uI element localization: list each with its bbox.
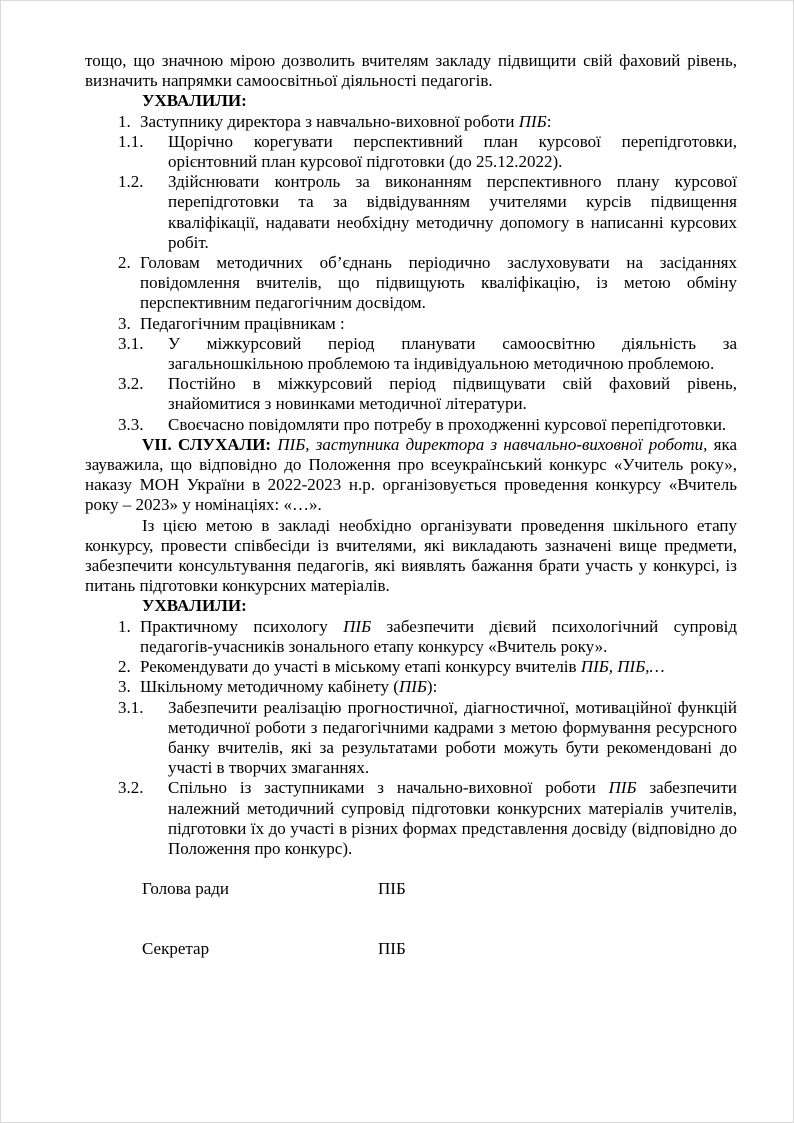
item-number: 1.2.: [118, 172, 144, 192]
list-item-3b: [118, 677, 737, 697]
pib-placeholder: ПІБ: [608, 778, 637, 798]
list-item-3-3: [118, 414, 737, 435]
pib-placeholder: ПІБ: [518, 111, 547, 131]
item-text: Забезпечити реалізацію прогностичної, діагностичної, мотиваційної функцій методичної роботи з педагогічними кадрами з метою формування ресурсного банку вчителів, які за результатами роботи можуть бути рекомендовані до участі в творчих змаганнях.: [168, 697, 737, 778]
item-text: ):: [426, 677, 438, 697]
item-number: 3.3.: [118, 414, 144, 434]
item-text: У міжкурсовий період планувати самоосвітню діяльність за загальношкільною проблемою та індивідуальною методичною проблемою.: [168, 333, 737, 374]
pib-placeholder: ПІБ: [398, 677, 427, 697]
item-number: 2.: [118, 253, 131, 273]
item-text: Щорічно корегувати перспективний план курсової перепідготовки, орієнтовний план курсової підготовки (до 25.12.2022).: [168, 131, 737, 172]
signature-row-secretary: [142, 939, 737, 959]
item-number: 3.2.: [118, 778, 144, 798]
item-text: Рекомендувати до участі в міському етапі конкурсу вчителів: [140, 657, 581, 677]
list-item-3-2: [118, 374, 737, 414]
item-text: Шкільному методичному кабінету (: [140, 677, 399, 697]
item-text: Заступнику директора з навчально-виховної роботи: [140, 111, 519, 131]
resolution-heading-1: УХВАЛИЛИ:: [142, 91, 247, 111]
list-item-3: [118, 313, 737, 334]
list-item-3-1: [118, 333, 737, 374]
item-text: Постійно в міжкурсовий період підвищувати свій фаховий рівень, знайомитися з новинками методичної літератури.: [168, 374, 737, 414]
item-text: Педагогічним працівникам :: [140, 313, 345, 333]
pib-placeholder: ПІБ: [343, 616, 372, 636]
sluhaly-paragraph-2: [85, 516, 737, 597]
sluhaly-paragraph: [85, 435, 737, 516]
list-item-3-1b: [118, 697, 737, 779]
intro-text: тощо, що значною мірою дозволить вчителям закладу підвищити свій фаховий рівень, визначить напрямки самоосвітньої діяльності педагогів.: [85, 51, 737, 91]
item-text: забезпечити належний методичний супровід підготовки конкурсних матеріалів учителів, підготовки їх до участі в різних формах представлення досвіду (відповідно до Положення про конкурс).: [168, 778, 737, 858]
list-item-2b: [118, 657, 737, 677]
item-text: Здійснювати контроль за виконанням перспективного плану курсової перепідготовки та за відвідуванням учителями курсів підвищення кваліфікації, надавати необхідну методичну допомогу в написанні курсових робіт.: [168, 172, 737, 252]
item-number: 3.1.: [118, 333, 144, 353]
list-item-1-2: [118, 172, 737, 253]
list-item-2: [118, 253, 737, 314]
item-number: 2.: [118, 657, 131, 677]
item-number: 3.1.: [118, 697, 144, 717]
intro-paragraph: [85, 51, 737, 91]
item-text: Головам методичних об’єднань періодично заслуховувати на засіданнях повідомлення вчителів, що підвищують кваліфікацію, із метою обміну перспективним педагогічним досвідом.: [140, 253, 737, 313]
sluhaly-speaker: ПІБ, заступника директора з навчально-виховної роботи,: [277, 434, 708, 454]
item-number: 1.: [118, 111, 131, 131]
signature-block: [85, 879, 737, 959]
list-item-3-2b: [118, 778, 737, 859]
resolution-heading-2: УХВАЛИЛИ:: [142, 596, 247, 616]
item-text: забезпечити дієвий психологічний супровід педагогів-учасників зонального етапу конкурсу «Вчитель року».: [140, 616, 737, 656]
item-number: 1.: [118, 616, 131, 636]
item-number: 3.2.: [118, 374, 144, 394]
signature-role: Голова ради: [142, 879, 229, 899]
signature-role: Секретар: [142, 939, 210, 959]
item-number: 1.1.: [118, 131, 144, 151]
item-number: 3.: [118, 677, 131, 697]
paragraph-text: Із цією метою в закладі необхідно організувати проведення шкільного етапу конкурсу, провести співбесіди із вчителями, які викладають зазначені вище предмети, забезпечити консультування педагогів, які виявлять бажання брати участь у конкурсі, із питань підготовки конкурсних матеріалів.: [85, 515, 737, 596]
item-text: Своєчасно повідомляти про потребу в проходженні курсової перепідготовки.: [168, 414, 727, 434]
pib-placeholder: ПІБ, ПІБ,…: [580, 657, 665, 677]
list-item-1b: [118, 616, 737, 657]
item-text: :: [546, 111, 552, 131]
item-text: Практичному психологу: [140, 616, 344, 636]
sluhaly-label: VII. СЛУХАЛИ:: [142, 434, 278, 454]
list-item-1-1: [118, 131, 737, 172]
sluhaly-text: яка зауважила, що відповідно до Положення про всеукраїнський конкурс «Учитель року», наказу МОН України в 2022-2023 н.р. організовується проведення конкурсу «Вчитель року – 2023» у номінаціях: «…».: [85, 434, 737, 515]
signature-name: ПІБ: [378, 939, 406, 959]
signature-name: ПІБ: [378, 879, 406, 899]
signature-row-chair: [142, 879, 737, 899]
item-text: Спільно із заступниками з начально-виховної роботи: [168, 778, 609, 798]
item-number: 3.: [118, 313, 131, 333]
list-item-1: [118, 111, 737, 132]
